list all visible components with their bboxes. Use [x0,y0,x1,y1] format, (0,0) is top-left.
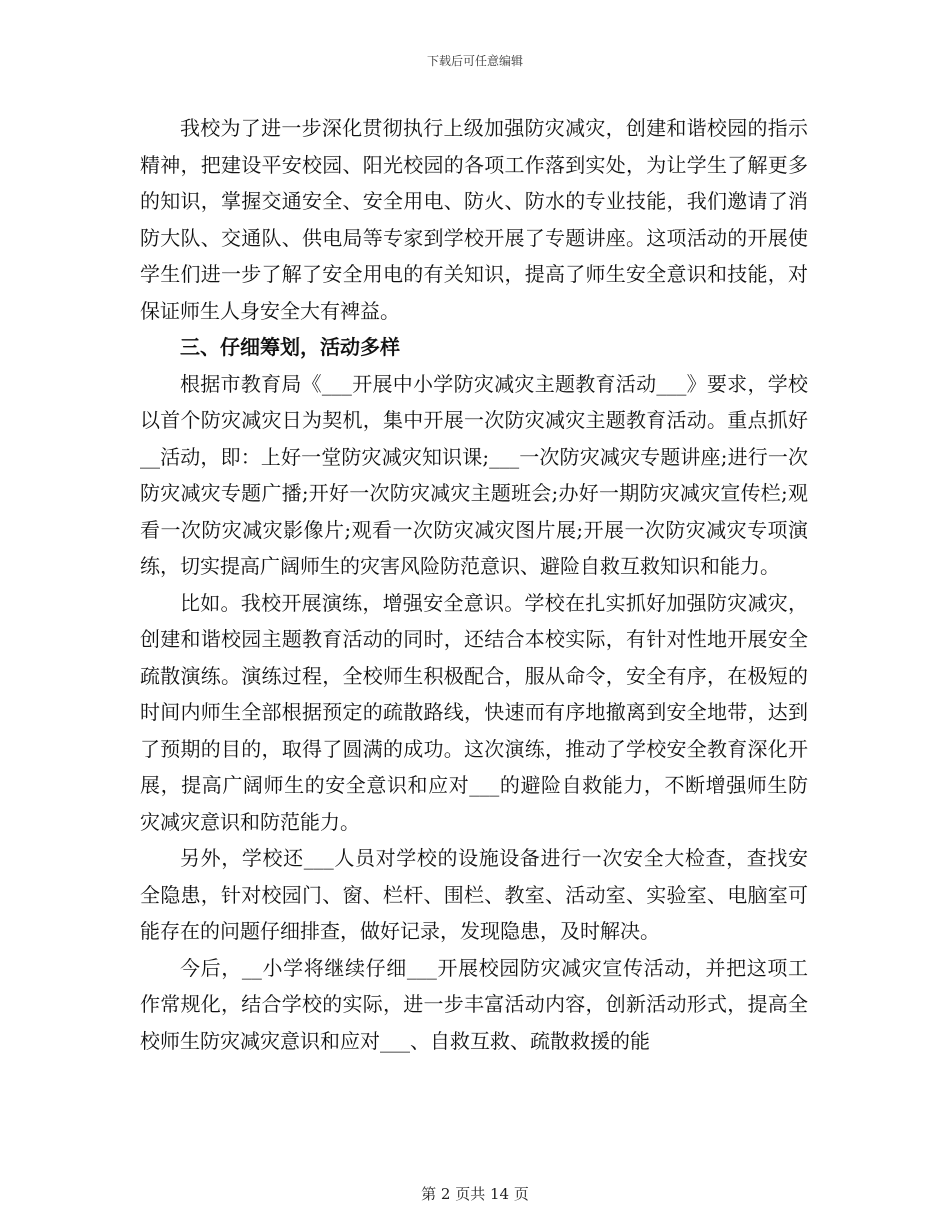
section-heading: 三、仔细筹划，活动多样 [180,335,400,359]
paragraph-3: 比如。我校开展演练，增强安全意识。学校在扎实抓好加强防灾减灾，创建和谐校园主题教育活动的同时，还结合本校实际，有针对性地开展安全疏散演练。演练过程，全校师生积极配合，服从命令，安全有序，在极短的时间内师生全部根据预定的疏散路线，快速而有序地撤离到安全地带，达到了预期的目的，取得了圆满的成功。这次演练，推动了学校安全教育深化开展，提高广阔师生的安全意识和应对___的避险自救能力，不断增强师生防灾减灾意识和防范能力。 [140,590,808,834]
page-footer: 第 2 页共 14 页 [421,1185,529,1203]
paragraph-4: 另外，学校还___人员对学校的设施设备进行一次安全大检查，查找安全隐患，针对校园门、窗、栏杆、围栏、教室、活动室、实验室、电脑室可能存在的问题仔细排查，做好记录，发现隐患，及时解决。 [140,846,808,943]
paragraph-1: 我校为了进一步深化贯彻执行上级加强防灾减灾，创建和谐校园的指示精神，把建设平安校园、阳光校园的各项工作落到实处，为让学生了解更多的知识，掌握交通安全、安全用电、防火、防水的专业技能，我们邀请了消防大队、交通队、供电局等专家到学校开展了专题讲座。这项活动的开展使学生们进一步了解了安全用电的有关知识，提高了师生安全意识和技能，对保证师生人身安全大有裨益。 [140,116,808,323]
paragraph-2: 根据市教育局《___开展中小学防灾减灾主题教育活动___》要求，学校以首个防灾减灾日为契机，集中开展一次防灾减灾主题教育活动。重点抓好__活动，即：上好一堂防灾减灾知识课;___一次防灾减灾专题讲座;进行一次防灾减灾专题广播;开好一次防灾减灾主题班会;办好一期防灾减灾宣传栏;观看一次防灾减灾影像片;观看一次防灾减灾图片展;开展一次防灾减灾专项演练，切实提高广阔师生的灾害风险防范意识、避险自救互救知识和能力。 [140,371,808,578]
page-header: 下载后可任意编辑 [426,54,523,68]
document-body [140,110,808,1059]
paragraph-5: 今后，__小学将继续仔细___开展校园防灾减灾宣传活动，并把这项工作常规化，结合学校的实际，进一步丰富活动内容，创新活动形式，提高全校师生防灾减灾意识和应对___、自救互救、疏散救援的能 [140,955,808,1053]
